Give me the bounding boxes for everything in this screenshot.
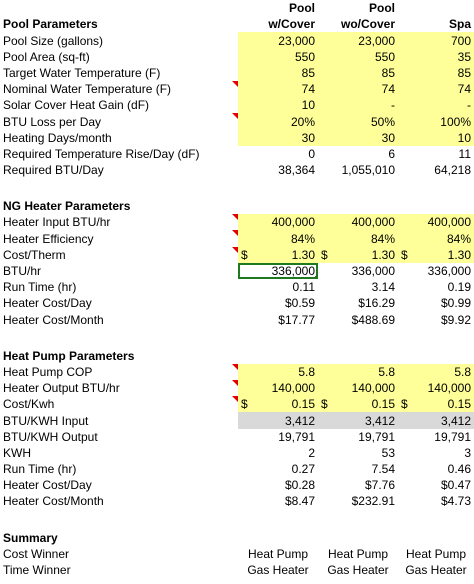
cell[interactable]	[398, 396, 474, 412]
blank-cell[interactable]	[398, 509, 474, 529]
cell[interactable]: Heat Pump	[327, 546, 389, 561]
cell[interactable]: 53	[381, 445, 395, 460]
row-label[interactable]	[0, 81, 238, 97]
blank-cell[interactable]	[398, 529, 474, 545]
cell[interactable]: 85	[238, 65, 318, 81]
blank-cell[interactable]	[0, 178, 238, 198]
col-header-spa[interactable]: Spa	[448, 17, 471, 32]
cell[interactable]: $4.73	[440, 494, 471, 509]
blank-cell[interactable]	[0, 509, 238, 529]
cell[interactable]: $0.47	[440, 478, 471, 493]
blank-cell[interactable]	[398, 0, 474, 16]
blank-cell[interactable]	[318, 509, 398, 529]
cell[interactable]: 30	[238, 130, 318, 146]
cell[interactable]: $0.99	[440, 296, 471, 311]
cell[interactable]: 0.46	[447, 462, 471, 477]
blank-cell[interactable]	[238, 328, 318, 348]
blank-cell[interactable]	[238, 348, 318, 364]
cell[interactable]: $0.59	[284, 296, 315, 311]
cell[interactable]: 1,055,010	[341, 163, 395, 178]
row-label[interactable]: BTU/KWH Output	[3, 429, 98, 444]
cell[interactable]: 400,000	[398, 214, 474, 230]
row-label[interactable]: Required BTU/Day	[3, 163, 104, 178]
blank-cell[interactable]	[238, 509, 318, 529]
row-label[interactable]: Pool Size (gallons)	[3, 33, 104, 48]
row-label[interactable]: Time Winner	[3, 563, 71, 577]
cell[interactable]	[238, 396, 318, 412]
cell[interactable]: 23,000	[238, 32, 318, 48]
cell[interactable]	[318, 396, 398, 412]
summary-section-title[interactable]: Summary	[3, 530, 58, 545]
cell[interactable]: -	[318, 97, 398, 113]
pool-section-title[interactable]: Pool Parameters	[3, 17, 98, 32]
row-label[interactable]: Heater Cost/Day	[3, 478, 92, 493]
blank-cell[interactable]	[398, 198, 474, 214]
blank-cell[interactable]	[398, 178, 474, 198]
row-label-text: Cost/Therm	[3, 247, 66, 262]
cell[interactable]: 84%	[318, 230, 398, 246]
cell[interactable]: 10	[238, 97, 318, 113]
cell[interactable]: 3	[464, 445, 471, 460]
cell-value: 0.15	[371, 397, 395, 412]
selected-cell[interactable]: 336,000	[238, 263, 318, 279]
row-label[interactable]	[0, 214, 238, 230]
cell[interactable]: 50%	[318, 113, 398, 129]
cell[interactable]: 19,791	[358, 429, 395, 444]
cell[interactable]: 23,000	[318, 32, 398, 48]
row-label[interactable]: BTU/KWH Input	[3, 413, 89, 428]
blank-cell[interactable]	[238, 198, 318, 214]
currency-symbol: $	[241, 397, 248, 412]
row-label[interactable]: Cost Winner	[3, 546, 70, 561]
cell[interactable]: 0.11	[292, 280, 315, 295]
cell[interactable]: 3,412	[238, 412, 318, 428]
cell[interactable]: 5.8	[238, 364, 318, 380]
row-label-text: Heater Input BTU/hr	[3, 215, 111, 230]
cell[interactable]: 6	[388, 146, 395, 161]
cell[interactable]: 19,791	[278, 429, 315, 444]
cell[interactable]: 11	[458, 146, 471, 161]
cell[interactable]: 400,000	[238, 214, 318, 230]
cell[interactable]: Heat Pump	[405, 546, 467, 561]
cell[interactable]	[398, 247, 474, 263]
cell[interactable]: 84%	[398, 230, 474, 246]
cell[interactable]: 140,000	[398, 380, 474, 396]
cell-value: 1.30	[291, 247, 315, 262]
cell[interactable]	[318, 247, 398, 263]
cell[interactable]: 0.27	[291, 462, 315, 477]
row-label[interactable]: Heating Days/month	[3, 130, 112, 145]
cell[interactable]: 2	[308, 445, 315, 460]
cell[interactable]: $488.69	[351, 312, 395, 327]
row-label-text: Heater Efficiency	[3, 231, 94, 246]
row-label[interactable]	[0, 247, 238, 263]
row-label[interactable]: Heater Cost/Month	[3, 312, 104, 327]
cell[interactable]: 3.14	[371, 280, 395, 295]
cell[interactable]: 336,000	[351, 264, 395, 278]
row-label[interactable]: Solar Cover Heat Gain (dF)	[3, 98, 150, 113]
row-label[interactable]: KWH	[3, 445, 31, 460]
cell[interactable]: Gas Heater	[405, 563, 467, 577]
col-header-pool-cover-line2[interactable]: w/Cover	[268, 17, 315, 32]
cell[interactable]: 400,000	[318, 214, 398, 230]
col-header-pool-nocover-line1[interactable]: Pool	[369, 1, 395, 16]
col-header-pool-nocover-line2[interactable]: wo/Cover	[340, 17, 395, 32]
blank-cell[interactable]	[238, 529, 318, 545]
cell[interactable]: Gas Heater	[247, 563, 309, 577]
row-label[interactable]: Target Water Temperature (F)	[3, 65, 161, 80]
cell[interactable]	[238, 247, 318, 263]
cell[interactable]: 336,000	[427, 264, 471, 278]
row-label[interactable]: Run Time (hr)	[3, 280, 77, 295]
row-label-text: Cost/Kwh	[3, 397, 55, 412]
ng-section-title[interactable]: NG Heater Parameters	[3, 199, 131, 214]
cell[interactable]: $7.76	[364, 478, 395, 493]
row-label[interactable]: Required Temperature Rise/Day (dF)	[3, 146, 200, 161]
cell[interactable]: 85	[318, 65, 398, 81]
blank-cell[interactable]	[398, 328, 474, 348]
blank-cell[interactable]	[238, 178, 318, 198]
cell[interactable]: $8.47	[284, 494, 315, 509]
cell[interactable]: 74	[318, 81, 398, 97]
row-label-text: BTU Loss per Day	[3, 114, 102, 129]
currency-symbol: $	[401, 397, 408, 412]
row-label[interactable]	[0, 230, 238, 246]
cell[interactable]: 10	[398, 130, 474, 146]
cell[interactable]: 0	[308, 146, 315, 161]
row-label[interactable]: Heater Cost/Month	[3, 494, 104, 509]
cell[interactable]: 0.19	[447, 280, 471, 295]
cell[interactable]: 20%	[238, 113, 318, 129]
cell[interactable]: 5.8	[398, 364, 474, 380]
cell[interactable]: 35	[398, 49, 474, 65]
row-label[interactable]	[0, 380, 238, 396]
cell[interactable]: $16.29	[358, 296, 395, 311]
cell[interactable]: $0.28	[284, 478, 315, 493]
row-label[interactable]: Run Time (hr)	[3, 462, 77, 477]
blank-cell[interactable]	[0, 0, 238, 16]
cell[interactable]: $9.92	[440, 312, 471, 327]
col-header-pool-cover-line1[interactable]: Pool	[289, 1, 315, 16]
blank-cell[interactable]	[398, 348, 474, 364]
cell[interactable]: Gas Heater	[327, 563, 389, 577]
cell[interactable]: 3,412	[318, 412, 398, 428]
cell[interactable]: 64,218	[434, 163, 471, 178]
cell[interactable]: $232.91	[351, 494, 395, 509]
blank-cell[interactable]	[318, 348, 398, 364]
cell[interactable]: 100%	[398, 113, 474, 129]
currency-symbol: $	[321, 247, 328, 262]
cell[interactable]: 74	[238, 81, 318, 97]
cell[interactable]: 140,000	[238, 380, 318, 396]
blank-cell[interactable]	[318, 198, 398, 214]
cell[interactable]: 30	[318, 130, 398, 146]
row-label[interactable]	[0, 396, 238, 412]
blank-cell[interactable]	[318, 328, 398, 348]
row-label-text: Nominal Water Temperature (F)	[3, 82, 172, 97]
cell[interactable]: 700	[398, 32, 474, 48]
cell[interactable]: 84%	[238, 230, 318, 246]
row-label-text: Heat Pump COP	[3, 364, 93, 379]
row-label[interactable]	[0, 364, 238, 380]
cell[interactable]: 140,000	[318, 380, 398, 396]
cell[interactable]: 3,412	[398, 412, 474, 428]
row-label[interactable]	[0, 113, 238, 129]
currency-symbol: $	[401, 247, 408, 262]
cell[interactable]: $17.77	[278, 312, 315, 327]
cell[interactable]: 85	[398, 65, 474, 81]
currency-symbol: $	[241, 247, 248, 262]
row-label[interactable]: BTU/hr	[3, 264, 42, 278]
cell[interactable]: 5.8	[318, 364, 398, 380]
cell-value: 1.30	[371, 247, 395, 262]
blank-cell[interactable]	[0, 328, 238, 348]
cell-value: 1.30	[447, 247, 471, 262]
cell-value: 0.15	[291, 397, 315, 412]
cell[interactable]: 7.54	[371, 462, 395, 477]
cell-value: 0.15	[447, 397, 471, 412]
cell[interactable]: 74	[398, 81, 474, 97]
cell[interactable]: 550	[318, 49, 398, 65]
cell[interactable]: 19,791	[434, 429, 471, 444]
blank-cell[interactable]	[318, 178, 398, 198]
row-label[interactable]: Heater Cost/Day	[3, 296, 92, 311]
cell[interactable]: -	[398, 97, 474, 113]
currency-symbol: $	[321, 397, 328, 412]
cell[interactable]: 38,364	[278, 163, 315, 178]
row-label-text: Heater Output BTU/hr	[3, 381, 120, 396]
blank-cell[interactable]	[318, 529, 398, 545]
cell[interactable]: 550	[238, 49, 318, 65]
hp-section-title[interactable]: Heat Pump Parameters	[3, 348, 135, 363]
row-label[interactable]: Pool Area (sq-ft)	[3, 49, 90, 64]
cell[interactable]: Heat Pump	[247, 546, 309, 561]
